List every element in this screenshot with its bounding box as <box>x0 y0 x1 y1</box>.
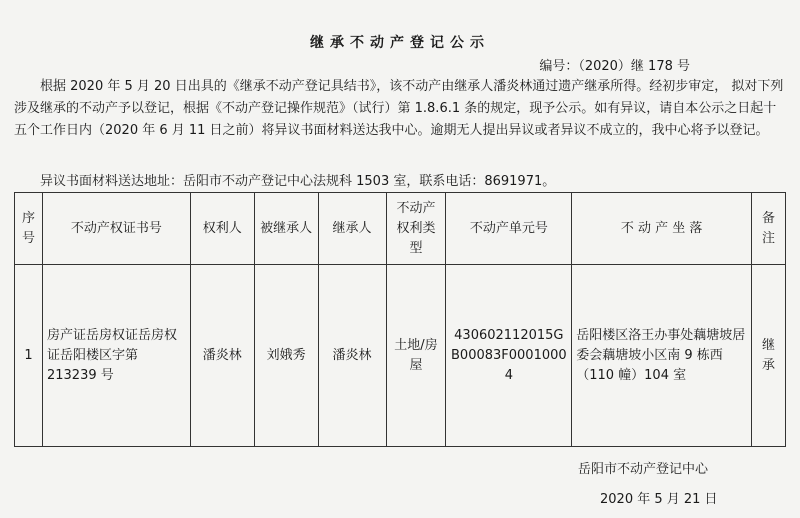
cell-owner: 潘炎林 <box>190 265 254 447</box>
header-location: 不 动 产 坐 落 <box>572 193 752 265</box>
property-table <box>14 192 786 447</box>
notice-paragraph: 根据 2020 年 5 月 20 日出具的《继承不动产登记具结书》，该不动产由继承人潘炎林通过遗产继承所得。经初步审定， 拟对下列涉及继承的不动产予以登记，根据《不动产登记操作规范》（试行）第 1.8.6.1 条的规定，现予公示。如有异议，请自本公示之日起十五个工作日内（2020 年 6 月 11 日之前）将异议书面材料送达我中心。逾期无人提出异议或者异议不成立的，我中心将予以登记。 <box>14 79 784 138</box>
cell-remark: 继承 <box>751 265 785 447</box>
document-number: 编号：（2020）继 178 号 <box>539 59 690 74</box>
header-unit-number: 不动产单元号 <box>446 193 572 265</box>
cell-right-type: 土地/房屋 <box>386 265 446 447</box>
table-header-row <box>15 193 786 265</box>
header-heir: 继承人 <box>318 193 386 265</box>
cell-certificate: 房产证岳房权证岳房权证岳阳楼区字第 213239 号 <box>42 265 190 447</box>
objection-address: 异议书面材料送达地址：岳阳市不动产登记中心法规科 1503 室，联系电话：8691971。 <box>40 174 556 189</box>
table-row <box>15 265 786 447</box>
page-title: 继承不动产登记公示 <box>310 35 490 51</box>
issue-date: 2020 年 5 月 21 日 <box>600 492 718 507</box>
cell-decedent: 刘娥秀 <box>254 265 318 447</box>
cell-index: 1 <box>15 265 43 447</box>
header-decedent: 被继承人 <box>254 193 318 265</box>
header-right-type: 不动产权利类型 <box>386 193 446 265</box>
cell-heir: 潘炎林 <box>318 265 386 447</box>
issuing-organization: 岳阳市不动产登记中心 <box>578 462 709 477</box>
notice-body <box>14 76 784 142</box>
header-index: 序号 <box>15 193 43 265</box>
cell-location: 岳阳楼区洛王办事处藕塘坡居委会藕塘坡小区南 9 栋西（110 幢）104 室 <box>572 265 752 447</box>
header-owner: 权利人 <box>190 193 254 265</box>
cell-unit-number: 430602112015GB00083F00010004 <box>446 265 572 447</box>
header-remark: 备注 <box>751 193 785 265</box>
header-certificate: 不动产权证书号 <box>42 193 190 265</box>
